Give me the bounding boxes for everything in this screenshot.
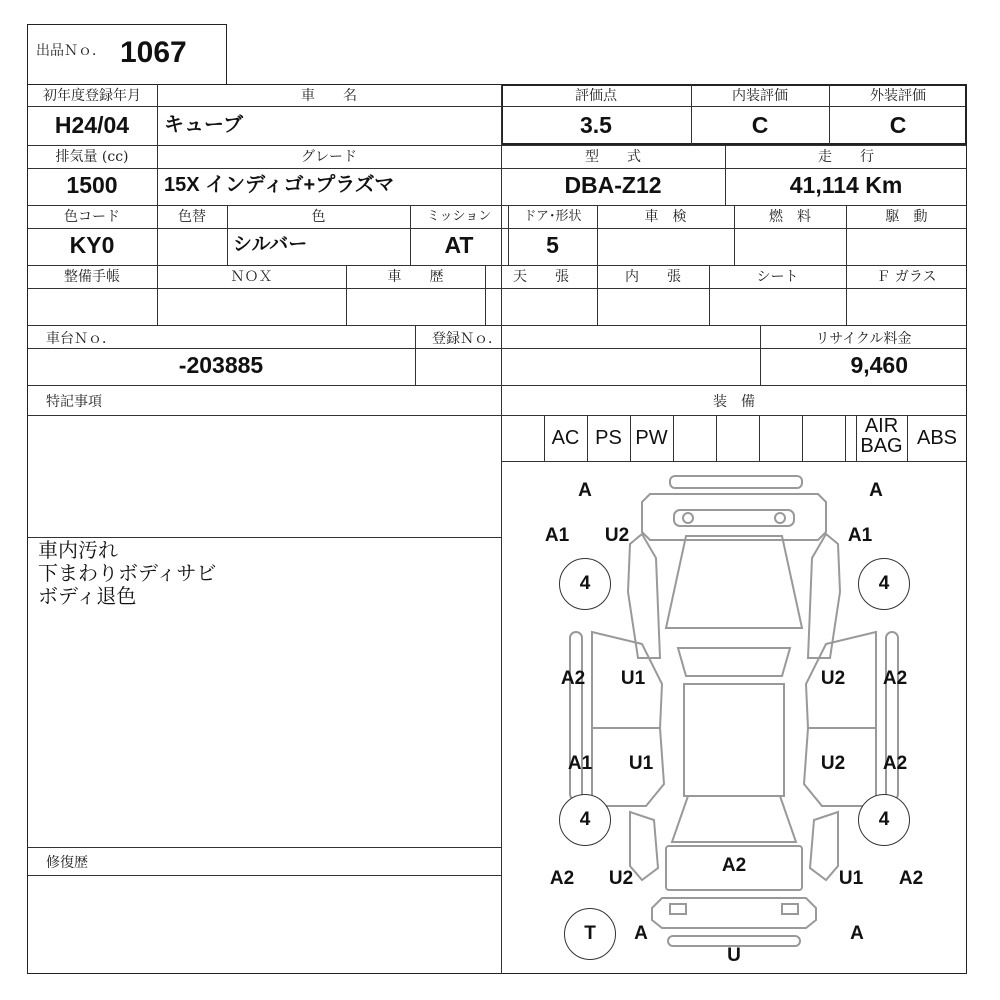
label-score: 評価点	[575, 88, 617, 104]
label-model: 型 式	[585, 149, 641, 165]
model-value: DBA-Z12	[564, 172, 662, 198]
equipment-ps: PS	[595, 427, 622, 449]
label-displacement: 排気量 (cc)	[55, 149, 129, 165]
grid-line	[27, 145, 967, 146]
label-notes: 特記事項	[46, 394, 102, 410]
tire-front-left: 4	[559, 558, 611, 610]
lot-number: 1067	[120, 36, 187, 69]
equipment-ac: AC	[551, 427, 580, 449]
tire-rear-right: 4	[858, 794, 910, 846]
label-interior: 内装評価	[732, 88, 788, 104]
displacement-value: 1500	[66, 172, 118, 198]
damage-mark: U	[727, 945, 741, 966]
label-lining: 内 張	[625, 269, 681, 285]
label-grade: グレード	[301, 149, 357, 165]
score-value: 3.5	[580, 112, 612, 138]
damage-mark: A	[850, 923, 864, 944]
transmission-value: AT	[444, 232, 474, 258]
label-color-change: 色替	[178, 209, 206, 225]
damage-mark: A2	[898, 868, 924, 889]
damage-mark: A	[869, 480, 883, 501]
damage-mark: A2	[560, 668, 586, 689]
grid-line	[27, 288, 967, 289]
grid-line	[27, 265, 967, 266]
label-repair: 修復歴	[46, 855, 88, 871]
tire-rear-left: 4	[559, 794, 611, 846]
label-doors: ドア･形状	[523, 209, 582, 224]
label-recycle-fee: リサイクル料金	[815, 331, 912, 347]
damage-mark: A1	[544, 525, 570, 546]
label-exterior: 外装評価	[870, 88, 926, 104]
grid-line	[415, 325, 416, 385]
damage-mark: A1	[567, 753, 593, 774]
label-car-name: 車 名	[301, 88, 357, 104]
label-color-code: 色コード	[64, 209, 120, 225]
tire-front-right: 4	[858, 558, 910, 610]
grid-line	[27, 348, 967, 349]
note-line-2: 下まわりボディサビ	[38, 563, 217, 585]
label-chassis-no: 車台Ｎｏ．	[46, 331, 116, 347]
grid-line	[716, 415, 717, 461]
damage-mark: U2	[608, 868, 634, 889]
equipment-pw: PW	[635, 427, 668, 449]
label-history: 車 歴	[387, 269, 444, 285]
grid-line	[27, 875, 501, 876]
grid-line	[27, 168, 967, 169]
note-line-3: ボディ退色	[38, 586, 137, 608]
note-line-1: 車内汚れ	[38, 540, 118, 562]
label-front-glass: Ｆ ガラス	[876, 269, 937, 285]
spare-tire: T	[564, 908, 616, 960]
damage-mark: U1	[838, 868, 864, 889]
equipment-airbag: AIR BAG	[860, 415, 903, 457]
mileage-value: 41,114 Km	[789, 172, 903, 198]
grid-line	[27, 847, 501, 848]
damage-mark: A2	[721, 855, 747, 876]
grade-value: 15X インディゴ+プラズマ	[164, 174, 395, 196]
color-code-value: KY0	[69, 232, 115, 258]
chassis-no-value: -203885	[178, 352, 264, 378]
label-first-reg: 初年度登録年月	[43, 88, 141, 104]
label-mileage: 走 行	[818, 149, 874, 165]
grid-line	[27, 385, 967, 386]
interior-value: C	[751, 112, 769, 138]
label-drive: 駆 動	[885, 209, 928, 225]
equipment-abs: ABS	[916, 427, 958, 449]
first-reg-value: H24/04	[54, 112, 130, 138]
label-transmission: ミッション	[426, 209, 492, 224]
grid-line	[802, 415, 803, 461]
damage-mark: A	[578, 480, 592, 501]
label-fuel: 燃 料	[769, 209, 811, 225]
recycle-fee-value: 9,460	[850, 352, 908, 378]
damage-mark: U2	[820, 753, 846, 774]
car-diagram	[502, 462, 966, 973]
exterior-value: C	[889, 112, 907, 138]
car-name-value: キューブ	[164, 114, 243, 136]
label-seat: シート	[756, 269, 799, 285]
damage-mark: U2	[820, 668, 846, 689]
grid-line	[845, 415, 846, 461]
color-value: シルバー	[233, 234, 308, 255]
damage-mark: A1	[847, 525, 873, 546]
grid-line	[27, 228, 967, 229]
grid-line	[759, 415, 760, 461]
label-equipment: 装 備	[713, 394, 755, 410]
grid-line	[27, 415, 967, 416]
damage-mark: A2	[549, 868, 575, 889]
label-nox: ＮＯＸ	[230, 269, 273, 285]
damage-mark: U2	[604, 525, 630, 546]
label-ceiling: 天 張	[513, 269, 569, 285]
damage-mark: U1	[628, 753, 654, 774]
label-registration-no: 登録Ｎｏ．	[432, 331, 502, 347]
grid-line	[27, 537, 501, 538]
label-color: 色	[311, 209, 326, 225]
doors-value: 5	[546, 232, 559, 258]
label-inspection: 車 検	[644, 209, 687, 225]
damage-mark: U1	[620, 668, 646, 689]
label-maintenance: 整備手帳	[64, 269, 120, 285]
damage-mark: A	[634, 923, 648, 944]
grid-line	[27, 325, 967, 326]
damage-mark: A2	[882, 753, 908, 774]
grid-line	[673, 415, 674, 461]
lot-label: 出品Ｎｏ．	[36, 43, 106, 59]
damage-mark: A2	[882, 668, 908, 689]
grid-line	[27, 205, 967, 206]
